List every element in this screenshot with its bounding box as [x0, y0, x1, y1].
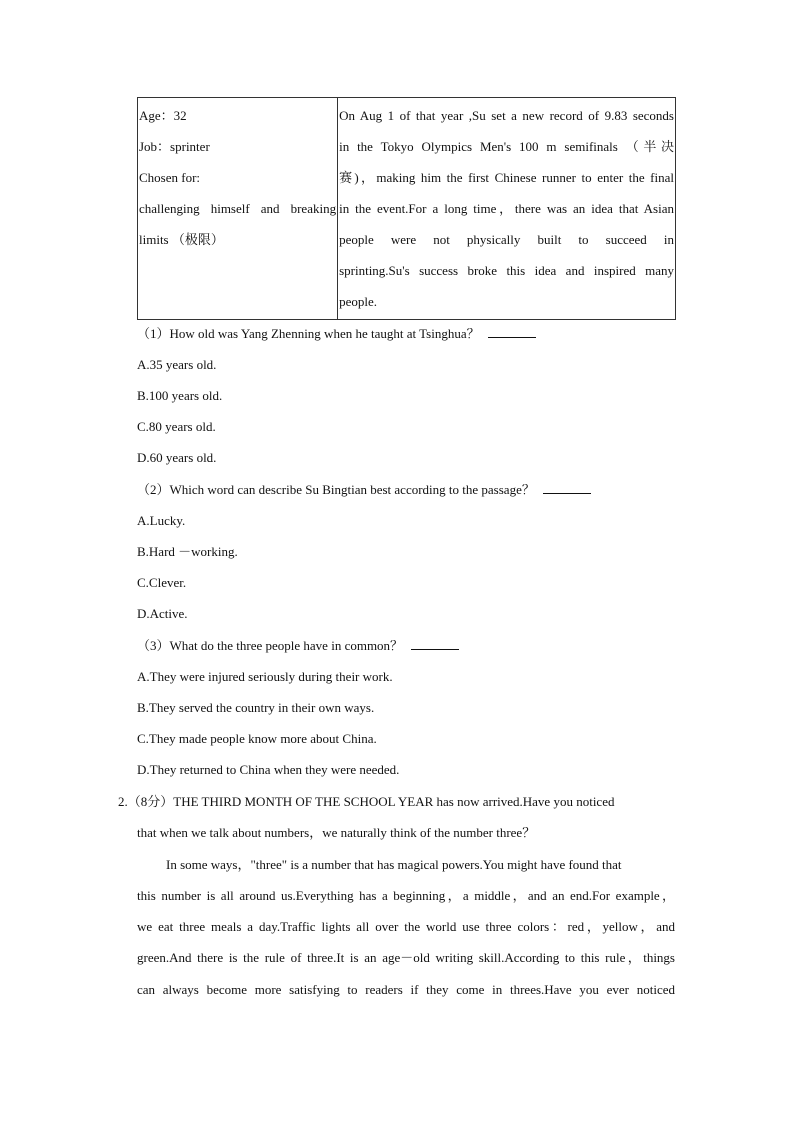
chosen-for-reason-line: challenging himself and breaking — [139, 201, 337, 216]
passage-line: this number is all around us.Everything has a beginning，a middle，and an end.For example， — [137, 888, 675, 903]
option-b: B.100 years old. — [137, 388, 223, 403]
answer-blank[interactable] — [543, 481, 591, 494]
option-b: B.Hard －working. — [137, 544, 238, 559]
passage-line: that when we talk about numbers，we naturally think of the number three？ — [137, 825, 536, 840]
description-line: people were not physically built to succeed in — [339, 232, 674, 247]
option-a: A.They were injured seriously during their work. — [137, 669, 393, 684]
profile-right-cell — [338, 98, 676, 320]
passage-paragraph-start: In some ways，"three" is a number that has magical powers.You might have found that — [166, 857, 622, 872]
passage-line: can always become more satisfying to readers if they come in threes.Have you ever noticed — [137, 982, 675, 997]
profile-left-cell — [138, 98, 338, 320]
description-line: in the Tokyo Olympics Men's 100 m semifinals （半决 — [339, 139, 674, 154]
answer-blank[interactable] — [488, 325, 536, 338]
description-line: people. — [339, 294, 377, 309]
passage-line: green.And there is the rule of three.It is an age－old writing skill.According to this rule，things — [137, 950, 675, 965]
question-1 — [137, 324, 536, 344]
question-stem: （2）Which word can describe Su Bingtian best according to the passage？ — [137, 482, 535, 497]
passage-line: we eat three meals a day.Traffic lights all over the world use three colors：red，yellow，and — [137, 919, 675, 934]
option-d: D.They returned to China when they were needed. — [137, 762, 400, 777]
question-3 — [137, 636, 459, 656]
option-c: C.Clever. — [137, 575, 187, 590]
chosen-for-line: Chosen for: — [139, 170, 201, 185]
question-stem: （1）How old was Yang Zhenning when he taught at Tsinghua？ — [137, 326, 480, 341]
option-b: B.They served the country in their own ways. — [137, 700, 375, 715]
question-stem: （3）What do the three people have in common？ — [137, 638, 404, 653]
question-2 — [137, 480, 591, 500]
job-line: Job：sprinter — [139, 139, 210, 154]
description-line: On Aug 1 of that year ,Su set a new record of 9.83 seconds — [339, 108, 674, 123]
table-row — [138, 98, 676, 320]
option-c: C.They made people know more about China. — [137, 731, 377, 746]
option-a: A.Lucky. — [137, 513, 186, 528]
description-line: 赛)，making him the first Chinese runner to enter the final — [339, 170, 674, 185]
chosen-for-reason-line: limits （极限） — [139, 232, 224, 247]
description-line: in the event.For a long time，there was an idea that Asian — [339, 201, 674, 216]
option-d: D.Active. — [137, 606, 188, 621]
option-c: C.80 years old. — [137, 419, 216, 434]
profile-table — [137, 97, 676, 320]
option-a: A.35 years old. — [137, 357, 217, 372]
option-d: D.60 years old. — [137, 450, 217, 465]
answer-blank[interactable] — [411, 637, 459, 650]
section-2-header: 2.（8分）THE THIRD MONTH OF THE SCHOOL YEAR has now arrived.Have you noticed — [118, 794, 615, 809]
description-line: sprinting.Su's success broke this idea and inspired many — [339, 263, 674, 278]
age-line: Age：32 — [139, 108, 187, 123]
